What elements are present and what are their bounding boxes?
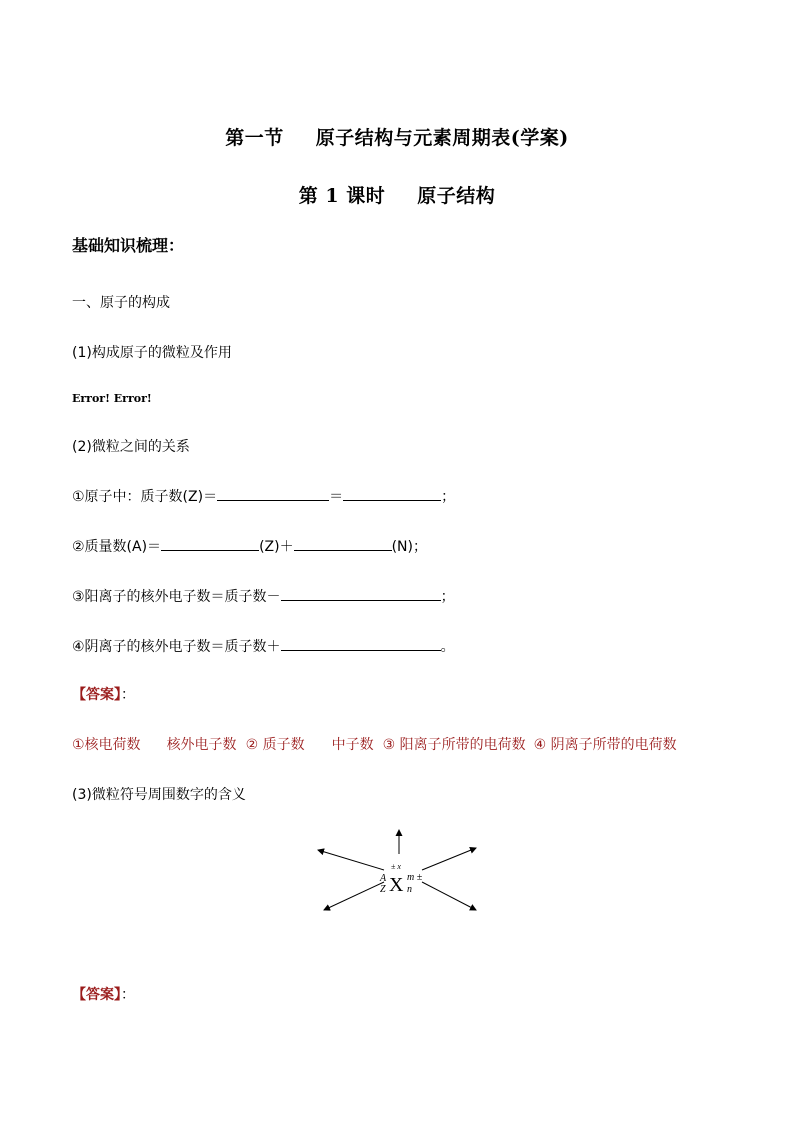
arrow-lower-right [422, 882, 476, 910]
relation-4: ④阴离子的核外电子数＝质子数＋ 。 [72, 639, 455, 655]
blank-2[interactable] [343, 488, 441, 501]
lesson-title [0, 181, 794, 208]
part3-title: (3)微粒符号周围数字的含义 [72, 787, 246, 803]
section-heading: 基础知识梳理： [72, 236, 185, 255]
answer-item: 中子数 [331, 737, 374, 753]
section-number: 第一节 [225, 127, 284, 149]
blank-3[interactable] [161, 538, 259, 551]
answer-line-1 [72, 734, 677, 754]
document-title [0, 123, 794, 150]
relation-2: ②质量数(A)＝ (Z)＋ (N)； [72, 539, 427, 555]
atom-count-label: n [407, 884, 412, 895]
nuclide-symbol-diagram [312, 826, 482, 922]
atomic-number-label: Z [380, 884, 386, 895]
part1-title: 一、原子的构成 [72, 295, 170, 311]
arrow-lower-left [324, 882, 384, 910]
section-title: 原子结构与元素周期表(学案) [315, 127, 569, 149]
answer-item: ④ 阴离子所带的电荷数 [533, 737, 677, 753]
ion-charge-label: m ± [407, 872, 423, 883]
answer-item: ③ 阳离子所带的电荷数 [382, 737, 526, 753]
arrow-upper-right [422, 848, 476, 870]
relation-3: ③阳离子的核外电子数＝质子数－ ； [72, 589, 455, 605]
element-symbol: X [389, 874, 404, 896]
lesson-name: 原子结构 [417, 185, 496, 207]
blank-6[interactable] [281, 638, 441, 651]
part1-sub2: (2)微粒之间的关系 [72, 439, 190, 455]
arrow-upper-left [318, 850, 384, 870]
charge-label: ± x [391, 862, 401, 871]
answer-item: ①核电荷数 [72, 737, 141, 753]
answer-label-2: 【答案】： [72, 987, 135, 1003]
mass-number-label: A [380, 873, 387, 884]
blank-4[interactable] [294, 538, 392, 551]
part1-sub1: (1)构成原子的微粒及作用 [72, 345, 232, 361]
relation-1: ①原子中：质子数(Z)＝ ＝ ； [72, 489, 456, 505]
answer-item: ② 质子数 [245, 737, 305, 753]
blank-5[interactable] [281, 588, 441, 601]
lesson-number: 第 1 课时 [298, 185, 386, 207]
error-text: Error! Error! [72, 392, 152, 405]
blank-1[interactable] [217, 488, 329, 501]
answer-label-1: 【答案】： [72, 687, 135, 703]
answer-item: 核外电子数 [166, 737, 237, 753]
